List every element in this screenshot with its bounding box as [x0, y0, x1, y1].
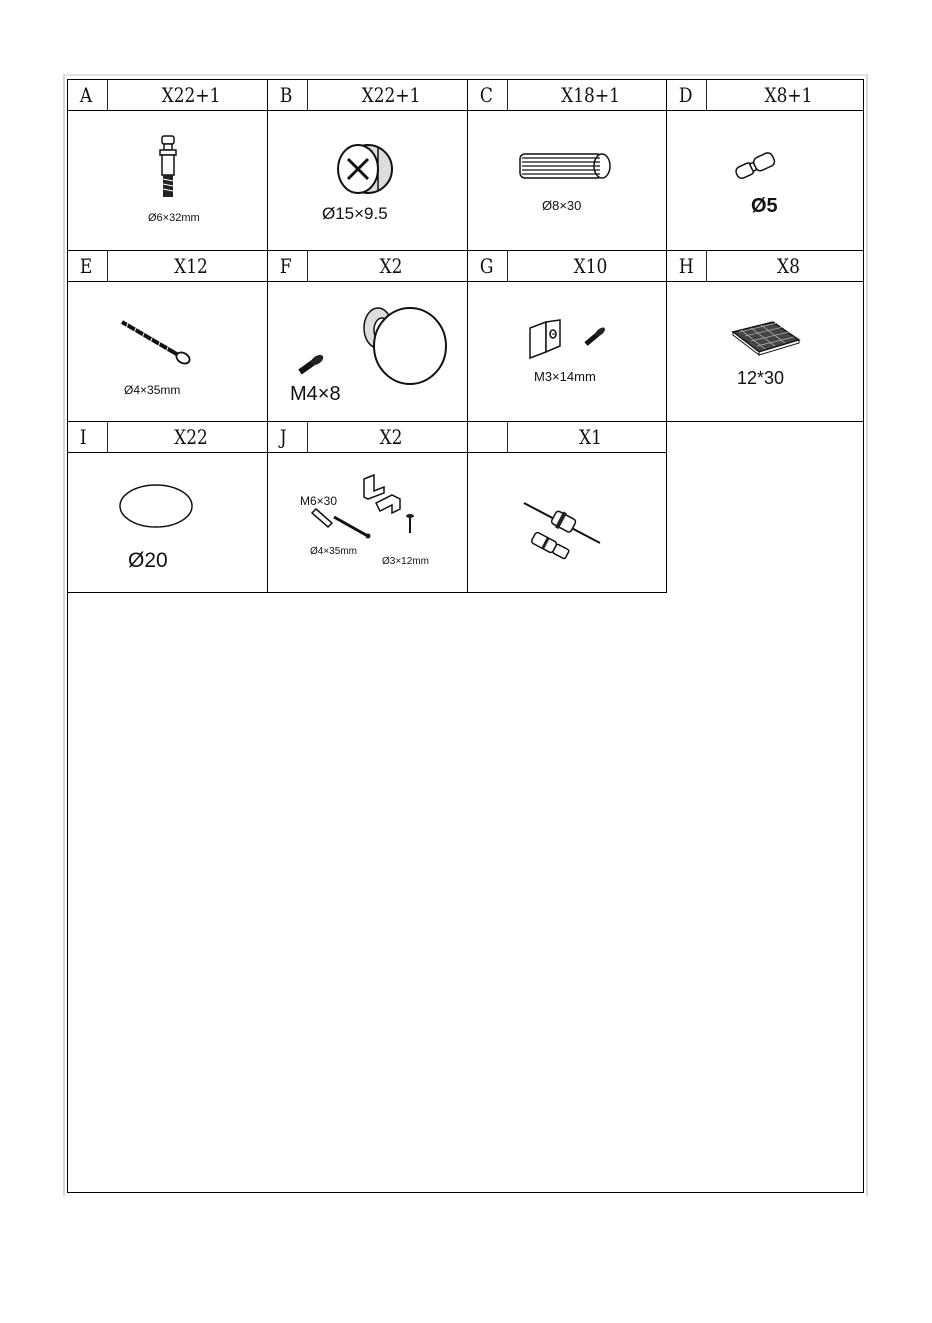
- cam-bolt-icon: [153, 136, 183, 206]
- part-cell-b: [267, 79, 468, 251]
- part-cell-h: [666, 250, 864, 422]
- part-header: [68, 80, 267, 111]
- part-illustration-area: [468, 453, 666, 592]
- part-header: [468, 251, 666, 282]
- part-cell-i: [67, 421, 268, 593]
- part-header: [667, 251, 863, 282]
- part-illustration-area: [667, 111, 863, 250]
- wood-screw-icon: [120, 318, 192, 366]
- part-cell-e: [67, 250, 268, 422]
- part-illustration-area: [68, 282, 267, 421]
- part-dimension: Ø5: [751, 195, 778, 217]
- part-header: [268, 80, 467, 111]
- knob-icon: [360, 302, 450, 388]
- part-dimension: Ø15×9.5: [322, 204, 388, 223]
- part-illustration-area: [68, 453, 267, 592]
- part-illustration-area: [468, 111, 666, 250]
- part-quantity: X10: [573, 254, 608, 278]
- part-header: [268, 422, 467, 453]
- part-cell-f: [267, 250, 468, 422]
- page-edge-shadow: [63, 74, 868, 76]
- part-cell-c: [467, 79, 667, 251]
- part-header: [68, 251, 267, 282]
- page-edge-shadow: [866, 74, 868, 1196]
- part-letter: D: [667, 80, 707, 110]
- part-quantity: X2: [379, 425, 403, 449]
- part-header: [68, 422, 267, 453]
- part-letter: A: [68, 80, 108, 110]
- hinge-plate-screw-icon: [528, 316, 612, 362]
- cam-lock-icon: [334, 141, 396, 197]
- part-letter: [468, 422, 508, 452]
- part-quantity: X22+1: [361, 83, 421, 107]
- felt-pad-icon: [731, 320, 801, 356]
- part-cell-j: [267, 421, 468, 593]
- part-header: [468, 422, 666, 453]
- part-illustration-area: [268, 282, 467, 421]
- part-quantity: X8: [777, 254, 800, 278]
- part-letter: C: [468, 80, 508, 110]
- part-dimension: Ø3×12mm: [382, 556, 429, 567]
- part-illustration-area: [667, 282, 863, 421]
- part-letter: B: [268, 80, 308, 110]
- part-dimension: 12*30: [737, 368, 785, 388]
- part-letter: F: [268, 251, 308, 281]
- part-quantity: X1: [579, 425, 602, 449]
- round-cap-icon: [118, 483, 194, 529]
- part-quantity: X2: [379, 254, 403, 278]
- machine-screw-icon: [296, 352, 326, 376]
- part-letter: G: [468, 251, 508, 281]
- part-letter: E: [68, 251, 108, 281]
- part-header: [468, 80, 666, 111]
- part-letter: H: [667, 251, 707, 281]
- page-edge-shadow: [63, 74, 65, 1196]
- part-quantity: X22+1: [161, 83, 221, 107]
- part-header: [268, 251, 467, 282]
- part-dimension: Ø4×35mm: [124, 383, 181, 397]
- part-dimension: Ø20: [128, 549, 168, 572]
- part-dimension: M3×14mm: [534, 369, 596, 384]
- part-cell-g: [467, 250, 667, 422]
- part-cell-a: [67, 79, 268, 251]
- screwdriver-icon: [522, 497, 606, 565]
- part-dimension: M4×8: [290, 383, 341, 405]
- part-header: [667, 80, 863, 111]
- part-cell-d: [666, 79, 864, 251]
- wood-dowel-icon: [518, 152, 614, 180]
- part-quantity: X8+1: [764, 83, 813, 107]
- part-quantity: X22: [174, 425, 208, 449]
- part-quantity: X18+1: [561, 83, 620, 107]
- part-dimension: Ø4×35mm: [310, 546, 357, 557]
- part-dimension: M6×30: [300, 494, 338, 508]
- part-quantity: X12: [174, 254, 208, 278]
- part-letter: J: [268, 422, 308, 452]
- part-illustration-area: [468, 282, 666, 421]
- part-illustration-area: [268, 111, 467, 250]
- part-illustration-area: [68, 111, 267, 250]
- part-cell-tool: [467, 421, 667, 593]
- part-illustration-area: [268, 453, 467, 592]
- part-letter: I: [68, 422, 108, 452]
- part-dimension: Ø8×30: [542, 198, 582, 213]
- anti-tip-kit-icon: [308, 473, 438, 553]
- shelf-pin-icon: [731, 148, 779, 184]
- part-dimension: Ø6×32mm: [148, 212, 200, 224]
